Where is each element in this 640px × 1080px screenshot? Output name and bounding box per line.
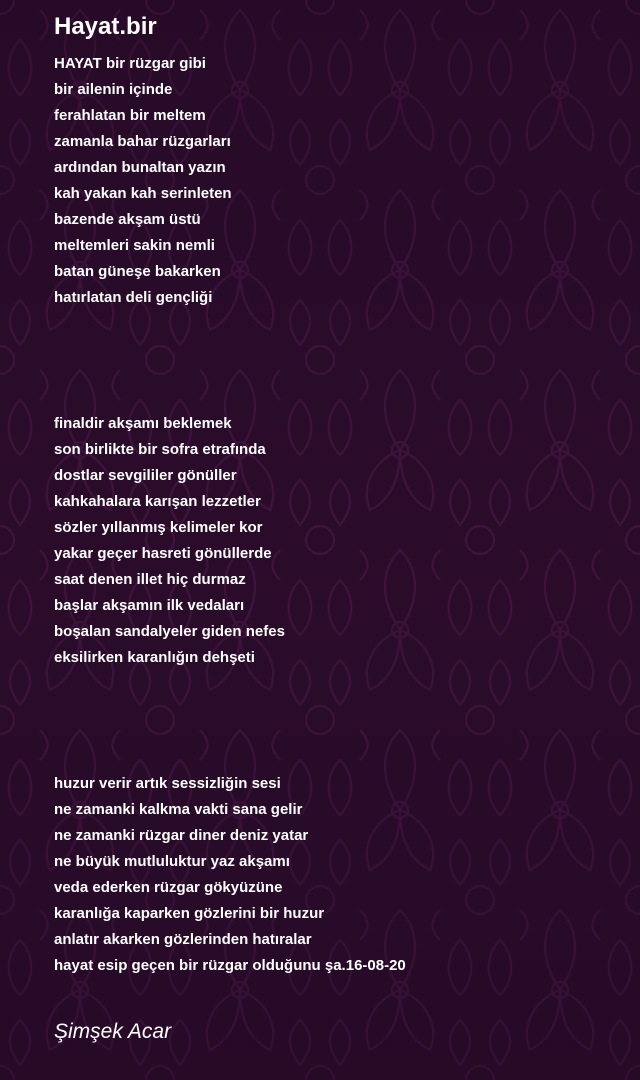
poem-line: ardından bunaltan yazın [54, 159, 226, 176]
poem-line: bir ailenin içinde [54, 81, 173, 98]
poem-line: HAYAT bir rüzgar gibi [54, 55, 206, 72]
poem-author: Şimşek Acar [54, 1020, 172, 1043]
poem-line: ne büyük mutluluktur yaz akşamı [54, 853, 290, 870]
poem-line: karanlığa kaparken gözlerini bir huzur [54, 905, 325, 922]
poem-line: dostlar sevgililer gönüller [54, 467, 237, 484]
poem-line: kah yakan kah serinleten [54, 185, 232, 202]
poem-line: son birlikte bir sofra etrafında [54, 441, 266, 458]
poem-line: veda ederken rüzgar gökyüzüne [54, 879, 283, 896]
poem-line: kahkahalara karışan lezzetler [54, 493, 261, 510]
stanza-2 [54, 411, 285, 671]
stanza-3 [54, 771, 406, 979]
poem-line: batan güneşe bakarken [54, 263, 221, 280]
poem-line: zamanla bahar rüzgarları [54, 133, 231, 150]
poem-line: boşalan sandalyeler giden nefes [54, 623, 285, 640]
poem-line: yakar geçer hasreti gönüllerde [54, 545, 272, 562]
poem-line: finaldir akşamı beklemek [54, 415, 232, 432]
poem-line: hayat esip geçen bir rüzgar olduğunu şa.16-08-20 [54, 957, 406, 974]
stanza-1 [54, 51, 232, 311]
poem-line: hatırlatan deli gençliği [54, 289, 213, 306]
poem-line: başlar akşamın ilk vedaları [54, 597, 245, 614]
poem-title: Hayat.bir [54, 13, 157, 40]
poem-line: eksilirken karanlığın dehşeti [54, 649, 255, 666]
poem-line: ne zamanki kalkma vakti sana gelir [54, 801, 303, 818]
poem-line: ferahlatan bir meltem [54, 107, 206, 124]
poem-line: ne zamanki rüzgar diner deniz yatar [54, 827, 309, 844]
poem-line: sözler yıllanmış kelimeler kor [54, 519, 263, 536]
poem-line: saat denen illet hiç durmaz [54, 571, 246, 588]
poem-line: meltemleri sakin nemli [54, 237, 215, 254]
poem-line: anlatır akarken gözlerinden hatıralar [54, 931, 312, 948]
poem-line: bazende akşam üstü [54, 211, 201, 228]
poem-line: huzur verir artık sessizliğin sesi [54, 775, 281, 792]
